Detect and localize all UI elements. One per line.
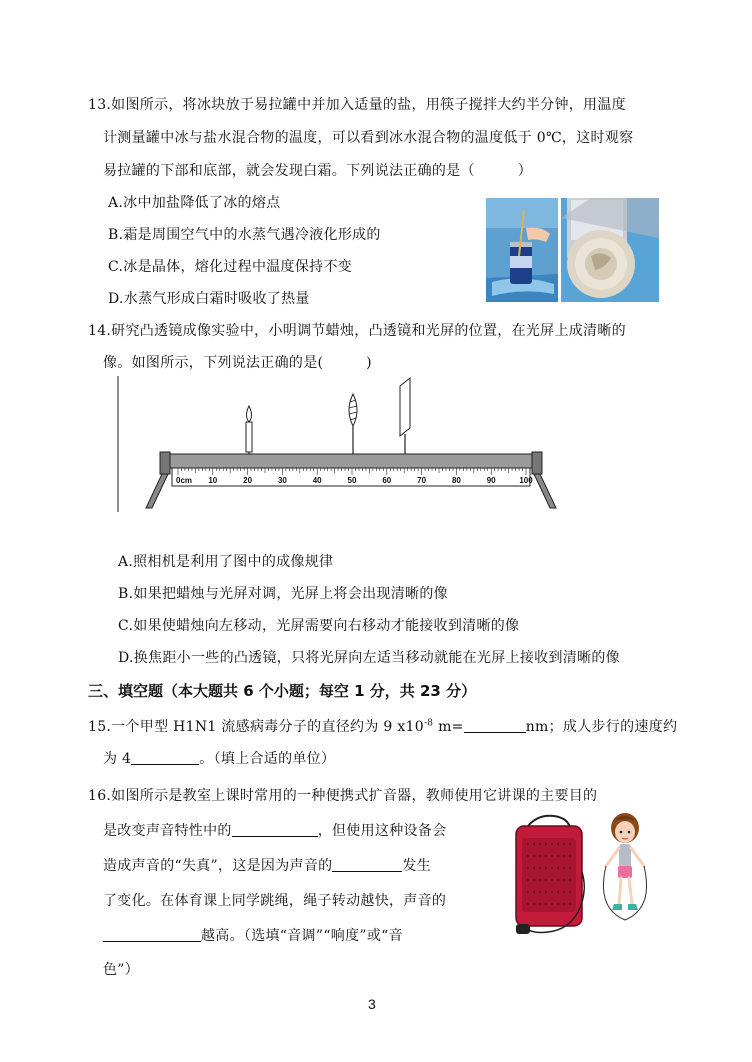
q13-stem-line-2: 计测量罐中冰与盐水混合物的温度，可以看到冰水混合物的温度低于 0℃，这时观察 (103, 130, 634, 146)
q15-blank-unit[interactable] (131, 750, 199, 765)
q14-stem-line-1: 14.研究凸透镜成像实验中，小明调节蜡烛，凸透镜和光屏的位置，在光屏上成清晰的 (88, 323, 626, 339)
ruler-label: 30 (277, 476, 287, 485)
q16-line-4: 了变化。在体育课上同学跳绳，绳子转动越快，声音的 (103, 893, 447, 909)
ice-can-stirring-photo (486, 198, 558, 302)
q16-text-d: 发生 (402, 858, 432, 874)
ruler-label: 70 (417, 476, 427, 485)
ruler-label: 50 (347, 476, 357, 485)
q13-option-c: C.冰是晶体，熔化过程中温度保持不变 (108, 259, 353, 275)
q14-option-a: A.照相机是利用了图中的成像规律 (118, 554, 334, 570)
girl-skipping-rope-image (592, 808, 658, 940)
q13-stem-line-3: 易拉罐的下部和底部，就会发现白霜。下列说法正确的是（ ） (103, 163, 532, 179)
q15-blank-nm[interactable] (464, 718, 526, 733)
q13-option-b: B.霜是周围空气中的水蒸气遇冷液化形成的 (108, 227, 381, 243)
page-number: 3 (368, 996, 376, 1012)
frosted-can-bottom-photo (561, 198, 659, 302)
q13-stem-line-1: 13.如图所示，将冰块放于易拉罐中并加入适量的盐，用筷子搅拌大约半分钟，用温度 (88, 97, 626, 113)
q14-option-c: C.如果使蜡烛向左移动，光屏需要向右移动才能接收到清晰的像 (118, 618, 520, 634)
q16-text-c: 造成声音的“失真”，这是因为声音的 (103, 858, 333, 874)
q16-line-3 (103, 855, 431, 875)
q15-text-d: 为 4 (103, 751, 132, 767)
q13-option-a: A.冰中加盐降低了冰的熔点 (108, 195, 281, 211)
q16-line-6: 色”） (103, 962, 140, 978)
ruler-label: 90 (486, 476, 496, 485)
section-heading: 三、填空题（本大题共 6 个小题；每空 1 分，共 23 分） (88, 682, 477, 700)
q15-text-a: 15.一个甲型 H1N1 流感病毒分子的直径约为 9 x10 (88, 719, 424, 735)
q16-line-2 (103, 820, 446, 840)
q16-text-e: 越高。（选填“音调”“响度”或“音 (201, 928, 403, 944)
ruler-label: 20 (243, 476, 253, 485)
q15-text-c: nm；成人步行的速度约 (525, 719, 678, 735)
q16-blank-1[interactable] (232, 822, 318, 837)
q15-line-1 (88, 716, 677, 736)
q14-option-b: B.如果把蜡烛与光屏对调，光屏上将会出现清晰的像 (118, 586, 448, 602)
ruler-label: 60 (382, 476, 392, 485)
ruler-label: 10 (208, 476, 218, 485)
q15-text-e: 。（填上合适的单位） (199, 751, 336, 767)
q16-text-a: 是改变声音特性中的 (103, 823, 232, 839)
q13-option-d: D.水蒸气形成白霜时吸收了热量 (108, 291, 310, 307)
ruler-label: 40 (312, 476, 322, 485)
q16-line-1: 16.如图所示是教室上课时常用的一种便携式扩音器，教师使用它讲课的主要目的 (88, 788, 598, 804)
optical-bench-diagram (112, 372, 572, 514)
light-screen (398, 378, 412, 464)
q15-line-2 (103, 748, 335, 768)
ruler-label: 100 (519, 476, 533, 485)
q16-text-b: ，但使用这种设备会 (317, 823, 447, 839)
q15-text-b: m= (433, 719, 464, 735)
q16-blank-2[interactable] (332, 857, 402, 872)
q16-line-5 (103, 925, 403, 945)
q16-blank-3[interactable] (103, 927, 201, 942)
q15-exponent: -8 (423, 718, 434, 729)
q14-stem-line-2: 像。如图所示，下列说法正确的是( ) (103, 355, 372, 371)
q14-option-d: D.换焦距小一些的凸透镜，只将光屏向左适当移动就能在光屏上接收到清晰的像 (118, 650, 620, 666)
ruler-label: 80 (451, 476, 461, 485)
portable-speaker-image (508, 812, 590, 944)
ruler-label: 0cm (176, 476, 193, 485)
